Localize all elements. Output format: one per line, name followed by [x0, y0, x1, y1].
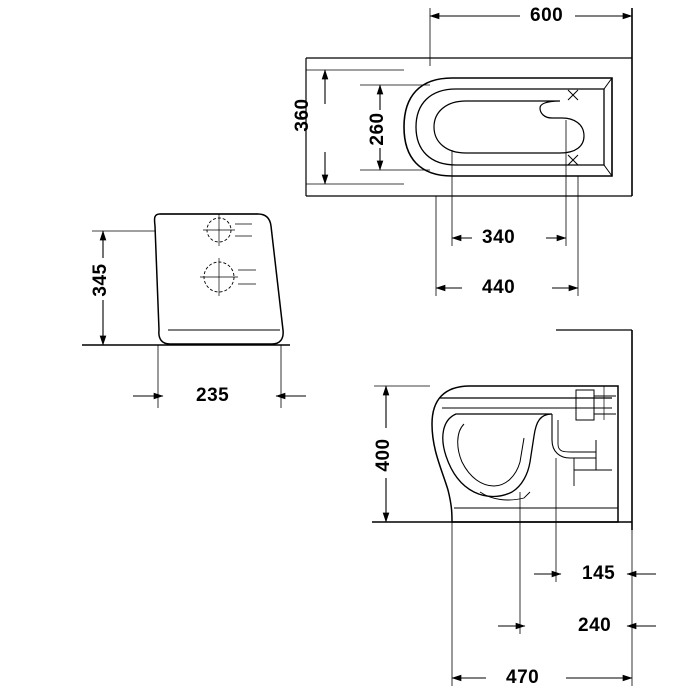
dimension-label-260: 260	[367, 112, 388, 146]
right-elevation-view	[372, 330, 632, 530]
dimension-label-340: 340	[482, 227, 516, 248]
dimension-label-360: 360	[292, 98, 313, 132]
dimension-470	[452, 522, 632, 686]
dimension-label-240: 240	[578, 615, 612, 636]
dimension-label-345: 345	[90, 263, 111, 297]
dimension-label-400: 400	[373, 438, 394, 472]
dimension-label-600: 600	[530, 5, 564, 26]
dimension-label-145: 145	[582, 563, 616, 584]
dimension-label-470: 470	[506, 667, 540, 688]
left-elevation-view	[82, 214, 290, 345]
top-plan-view	[306, 8, 632, 196]
dimension-label-235: 235	[196, 385, 230, 406]
dimension-label-440: 440	[482, 277, 516, 298]
dimension-360	[306, 70, 404, 184]
